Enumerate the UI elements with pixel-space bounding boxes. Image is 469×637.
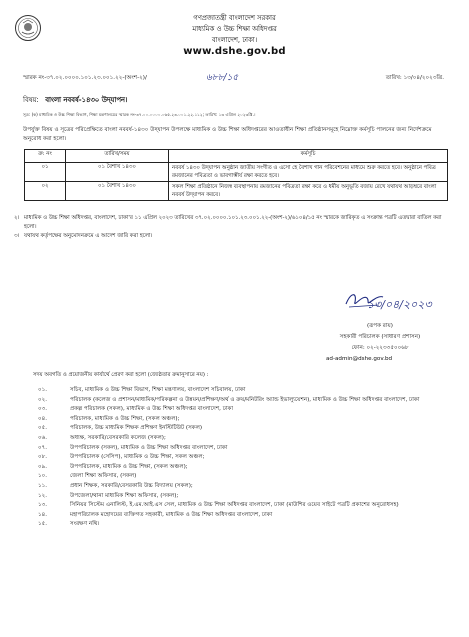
signatory-designation: সহকারী পরিচালক (সাধারণ প্রশাসন): [339, 334, 421, 340]
subject-text: বাংলা নববর্ষ-১৪৩০ উদ্‌যাপন।: [45, 96, 128, 104]
reference-line: সূত্র: (ক) মাধ্যমিক ও উচ্চ শিক্ষা বিভাগ, শিক্ষা মন্ত্রণালয়ের স্মারক নং-৩৭.০০.০০০০.০৬৫.২৩.০০১.২২.১১২; তারিখ: ১৩ এপ্রিল ২০২৩খ্রি.।: [23, 112, 256, 117]
list-item: [38, 415, 453, 425]
table-row: [25, 163, 448, 182]
list-item: [38, 501, 453, 511]
table-row: [25, 182, 448, 201]
note-item: [14, 214, 454, 232]
note-number: ৩।: [14, 233, 20, 239]
list-item-text: মহাপরিচালক মহোদয়ের ব্যক্তিগত সহকারী, মাধ্যমিক ও উচ্চ শিক্ষা অধিদপ্তর বাংলাদেশ, ঢাকা: [70, 511, 273, 518]
list-item-text: অধ্যক্ষ, সরকারি/বেসরকারি কলেজ (সকল);: [70, 434, 166, 441]
list-item-text: পরিচালক (কলেজ ও প্রশাসন/মাধ্যমিক/পরিকল্পনা ও উন্নয়ন/প্রশিক্ষণ/অর্থ ও ক্রয়/মনিটরিং অ্যান্ড ইভাল্যুয়েশন), মাধ্যমিক ও উচ্চ শিক্ষা অধিদপ্তর বাংলাদেশ, ঢাকা: [70, 396, 420, 403]
subject-line: [23, 94, 127, 106]
signatory-phone: ফোন: ০২-২২৩৩৫০০৬৮: [351, 345, 409, 351]
header-government: গণপ্রজাতন্ত্রী বাংলাদেশ সরকার: [193, 14, 276, 22]
list-item-number: ০৭.: [38, 444, 48, 451]
list-item-text: উপপরিচালক (সেসিপ), মাধ্যমিক ও উচ্চ শিক্ষা, সকল অঞ্চল;: [70, 454, 205, 461]
list-item: [38, 520, 453, 530]
list-item: [38, 424, 453, 434]
list-item: [38, 453, 453, 463]
list-item-number: ০৩.: [38, 406, 48, 413]
list-item-number: ১৩.: [38, 502, 48, 509]
header-website: www.dshe.gov.bd: [183, 46, 286, 57]
table-header-row: [25, 150, 448, 163]
program-table: [24, 149, 448, 201]
list-item-number: ০৮.: [38, 454, 48, 461]
memo-handwritten-number: ৬৮৮/১৫: [206, 73, 239, 83]
list-item: [38, 511, 453, 521]
table-cell-serial: ০২: [25, 182, 66, 201]
table-header-program: কর্মসূচি: [169, 150, 448, 163]
table-cell-program: সকল শিক্ষা প্রতিষ্ঠানে নিজস্ব ব্যবস্থাপনায় রমজানের পবিত্রতা রক্ষা করে ও ধর্মীয় অনুভূতি বজায় রেখে যথাযথ আড়ম্বরে বাংলা নববর্ষ উদ্‌যাপন করবে।: [169, 182, 448, 201]
list-item: [38, 434, 453, 444]
table-cell-date: ০১ বৈশাখ ১৪৩০: [66, 163, 169, 182]
signature-block: [300, 321, 460, 365]
list-item: [38, 396, 453, 406]
list-item-number: ১২.: [38, 492, 48, 499]
list-item-number: ০৬.: [38, 434, 48, 441]
list-item-number: ০৪.: [38, 415, 48, 422]
list-item-text: প্রকল্প পরিচালক (সকল), মাধ্যমিক ও উচ্চ শিক্ষা অধিদপ্তর বাংলাদেশ, ঢাকা: [70, 406, 234, 413]
note-text: যথাযথ কর্তৃপক্ষের অনুমোদনক্রমে এ আদেশ জারি করা হলো।: [24, 233, 153, 239]
table-header-date: তারিখ/সময়: [66, 150, 169, 163]
list-item-text: পরিচালক, মাধ্যমিক ও উচ্চ শিক্ষা, (সকল অঞ্চল);: [70, 415, 180, 422]
distribution-title: সদয় অবগতি ও প্রয়োজনীয় কার্যার্থে প্রেরণ করা হলো (জ্যেষ্ঠতার ক্রমানুসারে নয়) :: [33, 372, 209, 378]
list-item-number: ১৫.: [38, 521, 48, 528]
list-item: [38, 492, 453, 502]
list-item: [38, 405, 453, 415]
list-item-text: সিনিয়র সিস্টেম এনালিস্ট, ই.এম.আই.এস সেল, মাধ্যমিক ও উচ্চ শিক্ষা অধিদপ্তর বাংলাদেশ, ঢাকা (মাউশির ওয়েব সাইটে পত্রটি প্রকাশের অনুরোধসহ): [70, 502, 399, 509]
list-item-number: ০৯.: [38, 463, 48, 470]
list-item-number: ১৪.: [38, 511, 48, 518]
list-item: [38, 482, 453, 492]
signatory-email: ad-admin@dshe.gov.bd: [326, 356, 393, 362]
list-item-text: উপজেলা/থানা মাধ্যমিক শিক্ষা অফিসার, (সকল);: [70, 492, 179, 499]
table-cell-serial: ০১: [25, 163, 66, 182]
signatory-name: (রূপক রায়): [367, 323, 393, 329]
list-item: [38, 444, 453, 454]
header-directorate: মাধ্যমিক ও উচ্চ শিক্ষা অধিদপ্তর: [192, 25, 277, 33]
list-item-text: সচিব, মাধ্যমিক ও উচ্চ শিক্ষা বিভাগ, শিক্ষা মন্ত্রণালয়, বাংলাদেশ সচিবালয়, ঢাকা: [70, 387, 246, 393]
list-item: [38, 386, 453, 396]
list-item-number: ১১.: [38, 482, 48, 489]
list-item-text: উপপরিচালক (সকল), মাধ্যমিক ও উচ্চ শিক্ষা অধিদপ্তর বাংলাদেশ, ঢাকা: [70, 444, 228, 451]
memo-number: স্মারক নং-৩৭.০২.০০০০.১০১.২৩.০০১.২২-(অংশ-২)/: [23, 75, 147, 81]
list-item-text: জেলা শিক্ষা অফিসার, (সকল): [70, 473, 137, 480]
distribution-list: [38, 386, 453, 530]
note-item: [14, 232, 454, 241]
list-item: [38, 463, 453, 473]
signature-date: ১৩/০৪/২০২৩: [367, 298, 432, 311]
table-cell-program: নববর্ষ ১৪৩০ উদ্‌যাপন অনুষ্ঠান জাতীয় সংগীত ও এসো হে বৈশাখ গান পরিবেশনের মাধ্যমে শুরু করতে হবে। অনুষ্ঠানে পবিত্র রমজানের পবিত্রতা ও ভাবগাম্ভীর্য রক্ষা করতে হবে।: [169, 163, 448, 182]
list-item-text: উপপরিচালক, মাধ্যমিক ও উচ্চ শিক্ষা, (সকল অঞ্চল);: [70, 463, 188, 470]
list-item-number: ১০.: [38, 473, 48, 480]
subject-label: বিষয়:: [23, 96, 39, 104]
notes-section: [14, 214, 454, 241]
list-item-number: ০৫.: [38, 425, 48, 432]
list-item: [38, 472, 453, 482]
note-text: মাধ্যমিক ও উচ্চ শিক্ষা অধিদপ্তর, বাংলাদেশ, ঢাকা'র ১১ এপ্রিল ২০২৩ তারিখের ৩৭.০২.০০০০.১০১.২৩.০০১.২২-(অংশ-২)/৬১০৪/১৫ নং স্মারকে জারিকৃত এ সংক্রান্ত পত্রটি এতদ্বারা বাতিল করা হলো।: [24, 215, 442, 230]
table-cell-date: ০১ বৈশাখ ১৪৩০: [66, 182, 169, 201]
table-header-serial: ক্র: নং: [25, 150, 66, 163]
list-item-text: প্রধান শিক্ষক, সরকারি/বেসরকারি উচ্চ বিদ্যালয় (সকল);: [70, 482, 193, 489]
intro-paragraph: উপর্যুক্ত বিষয় ও সূত্রের পরিপ্রেক্ষিতে বাংলা নববর্ষ-১৪৩০ উদ্‌যাপন উপলক্ষে মাধ্যমিক ও উচ্চ শিক্ষা অধিদপ্তরের আওতাধীন শিক্ষা প্রতিষ্ঠানসমূহে নিম্নোক্ত কর্মসূচি পালনের জন্য নির্দেশক্রমে অনুরোধ করা হলো।: [23, 127, 432, 142]
list-item-number: ০২.: [38, 396, 48, 403]
memo-date: তারিখ: ১৩/০৪/২০২৩খ্রি.: [385, 75, 444, 81]
header-location: বাংলাদেশ, ঢাকা।: [211, 36, 258, 44]
note-number: ২।: [14, 215, 20, 221]
list-item-text: পরিচালক, উচ্চ মাধ্যমিক শিক্ষক প্রশিক্ষণ ইনস্টিটিউট (সকল): [70, 425, 203, 432]
list-item-number: ০১.: [38, 387, 48, 393]
list-item-text: সংরক্ষণ নথি।: [70, 521, 100, 528]
